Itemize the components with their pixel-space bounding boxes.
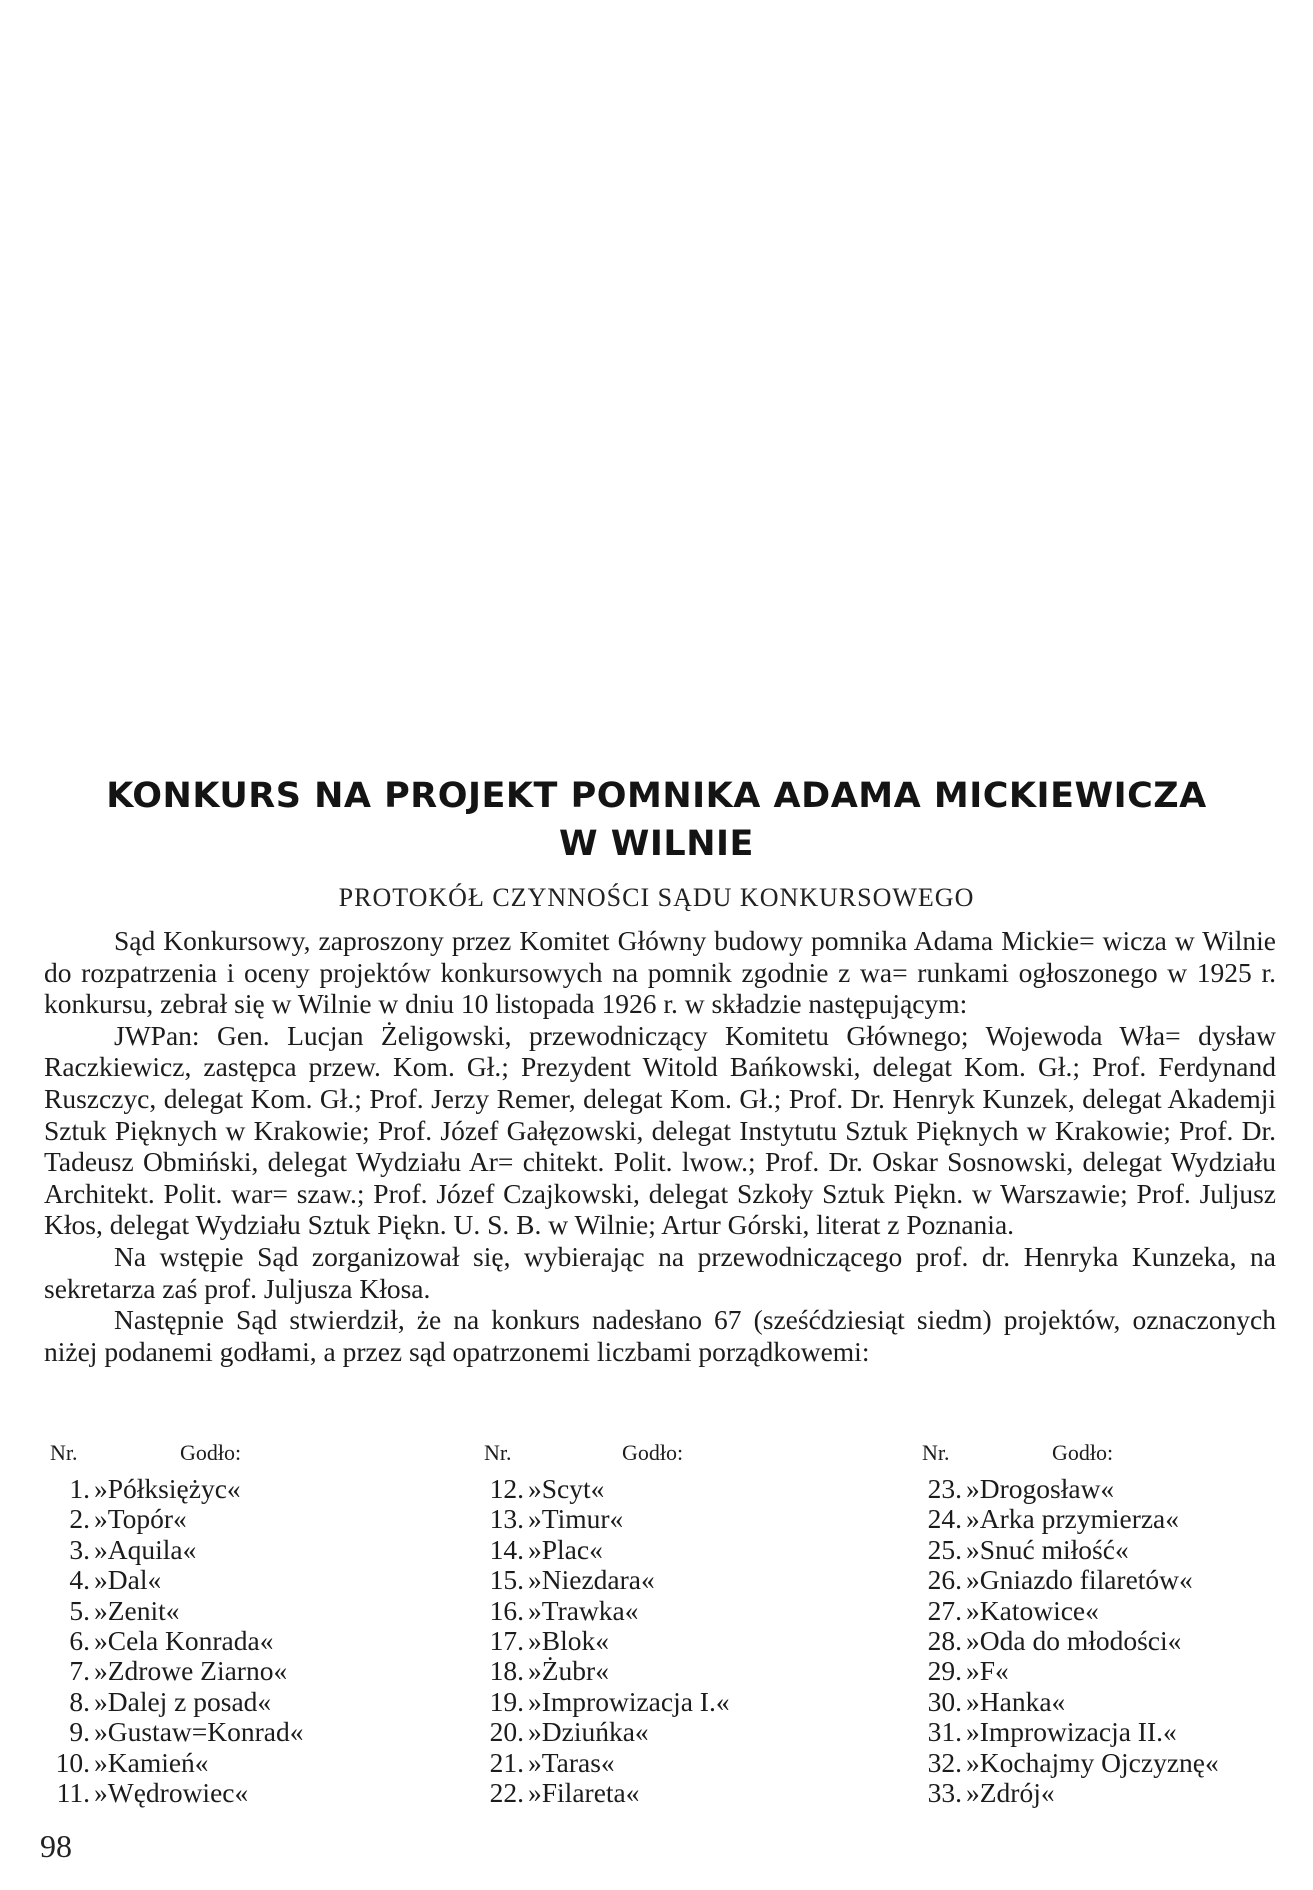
item-number: 12. — [489, 1473, 524, 1504]
list-item — [900, 1626, 1310, 1656]
item-motto: »F« — [966, 1655, 1009, 1687]
item-number: 11. — [56, 1777, 90, 1809]
paragraph-jury-members: JWPan: Gen. Lucjan Żeligowski, przewodniczący Komitetu Głównego; Wojewoda Wła= dysław Raczkiewicz, zastępca przew. Kom. Gł.; Prezydent Witold Bańkowski, delegat Kom. Gł.; Prof. Ferdynand Ruszczyc, delegat Kom. Gł.; Prof. Jerzy Remer, delegat Kom. Gł.; Prof. Dr. Henryk Kunzek, delegat Akademji Sztuk Pięknych w Krakowie; Prof. Józef Gałęzowski, delegat Instytutu Sztuk Pięknych w Krakowie; Prof. Dr. Tadeusz Obmiński, delegat Wydziału Ar= chitekt. Polit. lwow.; Prof. Dr. Oskar Sosnowski, delegat Wydziału Architekt. Polit. war= szaw.; Prof. Józef Czajkowski, delegat Szkoły Sztuk Piękn. w Warszawie; Prof. Juljusz Kłos, delegat Wydziału Sztuk Piękn. U. S. B. w Wilnie; Artur Górski, literat z Poznania. — [44, 1019, 1276, 1241]
column-header — [28, 1438, 448, 1474]
paragraph-intro: Sąd Konkursowy, zaproszony przez Komitet Główny budowy pomnika Adama Mickie= wicza w Wilnie do rozpatrzenia i oceny projektów konkursowych na pomnik zgodnie z wa= runkami ogłoszonego w 1925 r. konkursu, zebrał się w Wilnie w dniu 10 listopada 1926 r. w składzie następującym: — [44, 925, 1276, 1020]
item-motto: »Trawka« — [528, 1594, 639, 1626]
item-number: 27. — [927, 1594, 962, 1626]
list-item — [28, 1687, 448, 1717]
item-motto: »Gniazdo filaretów« — [966, 1564, 1193, 1596]
item-motto: »Topór« — [94, 1503, 187, 1535]
list-item — [28, 1474, 448, 1504]
item-number: 10. — [55, 1746, 90, 1778]
list-item — [28, 1778, 448, 1808]
item-motto: »Katowice« — [966, 1594, 1099, 1626]
item-number: 1. — [69, 1473, 90, 1504]
item-motto: »Zdrój« — [966, 1777, 1055, 1809]
list-item — [900, 1687, 1310, 1717]
item-number: 33. — [927, 1777, 962, 1809]
list-item — [900, 1748, 1310, 1778]
list-item — [900, 1778, 1310, 1808]
item-number: 2. — [69, 1503, 90, 1535]
list-item — [900, 1717, 1310, 1747]
item-number: 8. — [69, 1685, 90, 1717]
list-item — [900, 1656, 1310, 1686]
list-item — [462, 1687, 902, 1717]
item-motto: »Dziuńka« — [528, 1716, 649, 1748]
list-item — [462, 1504, 902, 1534]
motto-column-1 — [28, 1438, 448, 1808]
paragraph-organization: Na wstępie Sąd zorganizował się, wybierając na przewodniczącego prof. dr. Henryka Kunzeka, na sekretarza zaś prof. Juljusza Kłosa. — [44, 1240, 1276, 1304]
item-motto: »Dal« — [94, 1564, 162, 1596]
item-number: 20. — [489, 1716, 524, 1748]
page-number: 98 — [40, 1828, 72, 1864]
item-motto: »Niezdara« — [528, 1564, 655, 1596]
list-item — [900, 1565, 1310, 1595]
list-item — [900, 1596, 1310, 1626]
item-number: 22. — [489, 1777, 524, 1809]
item-number: 32. — [927, 1746, 962, 1778]
item-number: 6. — [69, 1625, 90, 1657]
item-number: 5. — [69, 1594, 90, 1626]
list-item — [462, 1596, 902, 1626]
list-item — [462, 1474, 902, 1504]
motto-column-3 — [900, 1438, 1310, 1808]
item-motto: »Dalej z posad« — [94, 1685, 272, 1717]
list-item — [900, 1535, 1310, 1565]
list-item — [462, 1748, 902, 1778]
column-header — [900, 1438, 1310, 1474]
item-motto: »Kochajmy Ojczyznę« — [966, 1746, 1219, 1778]
header-godlo: Godło: — [622, 1440, 684, 1465]
item-motto: »Żubr« — [528, 1655, 609, 1687]
item-number: 19. — [489, 1685, 524, 1717]
item-number: 4. — [69, 1564, 90, 1596]
list-item — [462, 1535, 902, 1565]
list-item — [462, 1778, 902, 1808]
list-item — [28, 1656, 448, 1686]
item-motto: »Timur« — [528, 1503, 624, 1535]
item-number: 29. — [927, 1655, 962, 1687]
list-item — [462, 1565, 902, 1595]
list-item — [900, 1504, 1310, 1534]
list-item — [462, 1656, 902, 1686]
item-number: 16. — [489, 1594, 524, 1626]
item-motto: »Wędrowiec« — [94, 1777, 249, 1809]
item-motto: »Improwizacja II.« — [966, 1716, 1177, 1748]
item-motto: »Gustaw=Konrad« — [94, 1716, 304, 1748]
item-number: 25. — [927, 1533, 962, 1565]
title-line-2: W WILNIE — [559, 824, 754, 864]
item-motto: »Scyt« — [528, 1473, 605, 1504]
item-motto: »Blok« — [528, 1625, 609, 1657]
item-number: 13. — [489, 1503, 524, 1535]
item-motto: »Zdrowe Ziarno« — [94, 1655, 288, 1687]
section-subtitle: PROTOKÓŁ CZYNNOŚCI SĄDU KONKURSOWEGO — [338, 883, 975, 912]
item-number: 15. — [489, 1564, 524, 1596]
item-number: 28. — [927, 1625, 962, 1657]
item-motto: »Snuć miłość« — [966, 1533, 1129, 1565]
item-motto: »Drogosław« — [966, 1473, 1115, 1504]
list-item — [28, 1535, 448, 1565]
header-nr: Nr. — [50, 1440, 78, 1465]
list-item — [462, 1626, 902, 1656]
item-number: 24. — [927, 1503, 962, 1535]
header-nr: Nr. — [484, 1440, 512, 1465]
item-motto: »Plac« — [528, 1533, 603, 1565]
paragraph-submissions: Następnie Sąd stwierdził, że na konkurs nadesłano 67 (sześćdziesiąt siedm) projektów, oznaczonych niżej podanemi godłami, a przez sąd opatrzonemi liczbami porządkowemi: — [44, 1304, 1276, 1367]
item-motto: »Zenit« — [94, 1594, 180, 1626]
page-title — [60, 772, 1253, 868]
item-motto: »Taras« — [528, 1746, 615, 1778]
list-item — [462, 1717, 902, 1747]
item-number: 23. — [927, 1473, 962, 1504]
item-motto: »Cela Konrada« — [94, 1625, 274, 1657]
item-number: 7. — [69, 1655, 90, 1687]
item-motto: »Filareta« — [528, 1777, 640, 1809]
header-godlo: Godło: — [180, 1440, 242, 1465]
header-nr: Nr. — [922, 1440, 950, 1465]
item-motto: »Kamień« — [94, 1746, 209, 1778]
item-number: 3. — [69, 1533, 90, 1565]
protocol-body — [44, 925, 1276, 1367]
motto-column-2 — [462, 1438, 902, 1808]
list-item — [900, 1474, 1310, 1504]
item-motto: »Aquila« — [94, 1533, 197, 1565]
item-number: 14. — [489, 1533, 524, 1565]
item-number: 21. — [489, 1746, 524, 1778]
title-line-1: KONKURS NA PROJEKT POMNIKA ADAMA MICKIEWICZA — [106, 776, 1207, 816]
item-number: 31. — [927, 1716, 962, 1748]
item-motto: »Improwizacja I.« — [528, 1685, 730, 1717]
item-number: 18. — [489, 1655, 524, 1687]
header-godlo: Godło: — [1052, 1440, 1114, 1465]
list-item — [28, 1504, 448, 1534]
item-motto: »Hanka« — [966, 1685, 1066, 1717]
list-item — [28, 1565, 448, 1595]
item-number: 17. — [489, 1625, 524, 1657]
item-number: 9. — [69, 1716, 90, 1748]
item-motto: »Półksiężyc« — [94, 1473, 241, 1504]
item-number: 26. — [927, 1564, 962, 1596]
list-item — [28, 1626, 448, 1656]
item-number: 30. — [927, 1685, 962, 1717]
item-motto: »Arka przymierza« — [966, 1503, 1180, 1535]
list-item — [28, 1748, 448, 1778]
item-motto: »Oda do młodości« — [966, 1625, 1182, 1657]
list-item — [28, 1596, 448, 1626]
motto-list — [0, 1438, 1313, 1808]
column-header — [462, 1438, 902, 1474]
list-item — [28, 1717, 448, 1747]
